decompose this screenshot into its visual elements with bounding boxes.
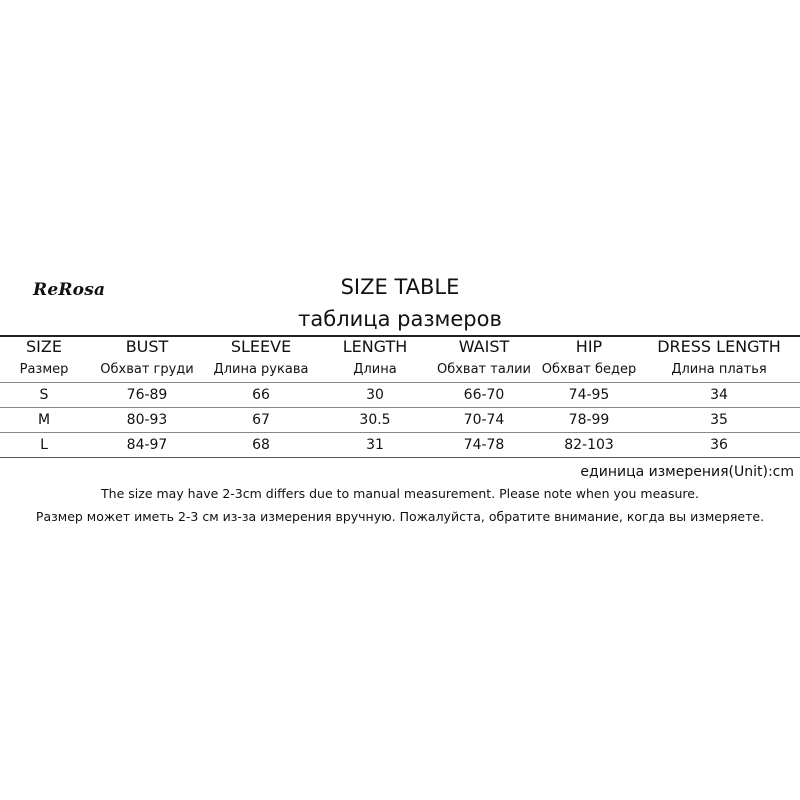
cell-size: S [39, 387, 49, 403]
cell-hip: 74-95 [568, 387, 610, 403]
header-waist: WAIST [458, 337, 510, 356]
table-row-l [0, 434, 800, 456]
subheader-length: Длина [353, 362, 397, 377]
cell-hip: 82-103 [564, 437, 614, 453]
cell-size: L [40, 437, 48, 453]
cell-sleeve: 67 [252, 412, 270, 428]
table-bottom-rule [0, 457, 800, 458]
header-dress-length: DRESS LENGTH [657, 337, 781, 356]
subheader-waist: Обхват талии [436, 362, 532, 377]
cell-sleeve: 68 [252, 437, 270, 453]
page-title: SIZE TABLE [340, 275, 460, 299]
cell-bust: 80-93 [126, 412, 168, 428]
subheader-dress-length: Длина платья [671, 362, 767, 377]
unit-note: единица измерения(Unit):cm [580, 464, 794, 480]
cell-waist: 74-78 [463, 437, 505, 453]
page-subtitle: таблица размеров [298, 307, 502, 331]
table-rule [0, 382, 800, 383]
cell-bust: 76-89 [126, 387, 168, 403]
cell-dress-length: 34 [710, 387, 728, 403]
cell-length: 30 [366, 387, 384, 403]
header-bust: BUST [125, 337, 169, 356]
subheader-sleeve: Длина рукава [213, 362, 309, 377]
cell-sleeve: 66 [252, 387, 270, 403]
subheader-hip: Обхват бедер [541, 362, 637, 377]
cell-length: 31 [366, 437, 384, 453]
header-length: LENGTH [342, 337, 408, 356]
cell-hip: 78-99 [568, 412, 610, 428]
subheader-size: Размер [19, 362, 69, 377]
cell-dress-length: 36 [710, 437, 728, 453]
cell-size: M [37, 412, 51, 428]
table-rule [0, 432, 800, 433]
header-sleeve: SLEEVE [230, 337, 292, 356]
table-subheader-row [0, 359, 800, 381]
cell-dress-length: 35 [710, 412, 728, 428]
table-row-m [0, 409, 800, 431]
table-row-s [0, 384, 800, 406]
cell-bust: 84-97 [126, 437, 168, 453]
measurement-note-ru: Размер может иметь 2-3 см из-за измерения вручную. Пожалуйста, обратите внимание, когда вы измеряете. [35, 509, 765, 524]
cell-length: 30.5 [359, 412, 391, 428]
brand-logo: ReRosa [33, 280, 106, 300]
measurement-note-en: The size may have 2-3cm differs due to manual measurement. Please note when you measure. [101, 486, 699, 501]
table-rule [0, 407, 800, 408]
cell-waist: 70-74 [463, 412, 505, 428]
subheader-bust: Обхват груди [100, 362, 194, 377]
cell-waist: 66-70 [463, 387, 505, 403]
header-hip: HIP [575, 337, 603, 356]
header-size: SIZE [26, 337, 62, 356]
table-header-row [0, 336, 800, 358]
